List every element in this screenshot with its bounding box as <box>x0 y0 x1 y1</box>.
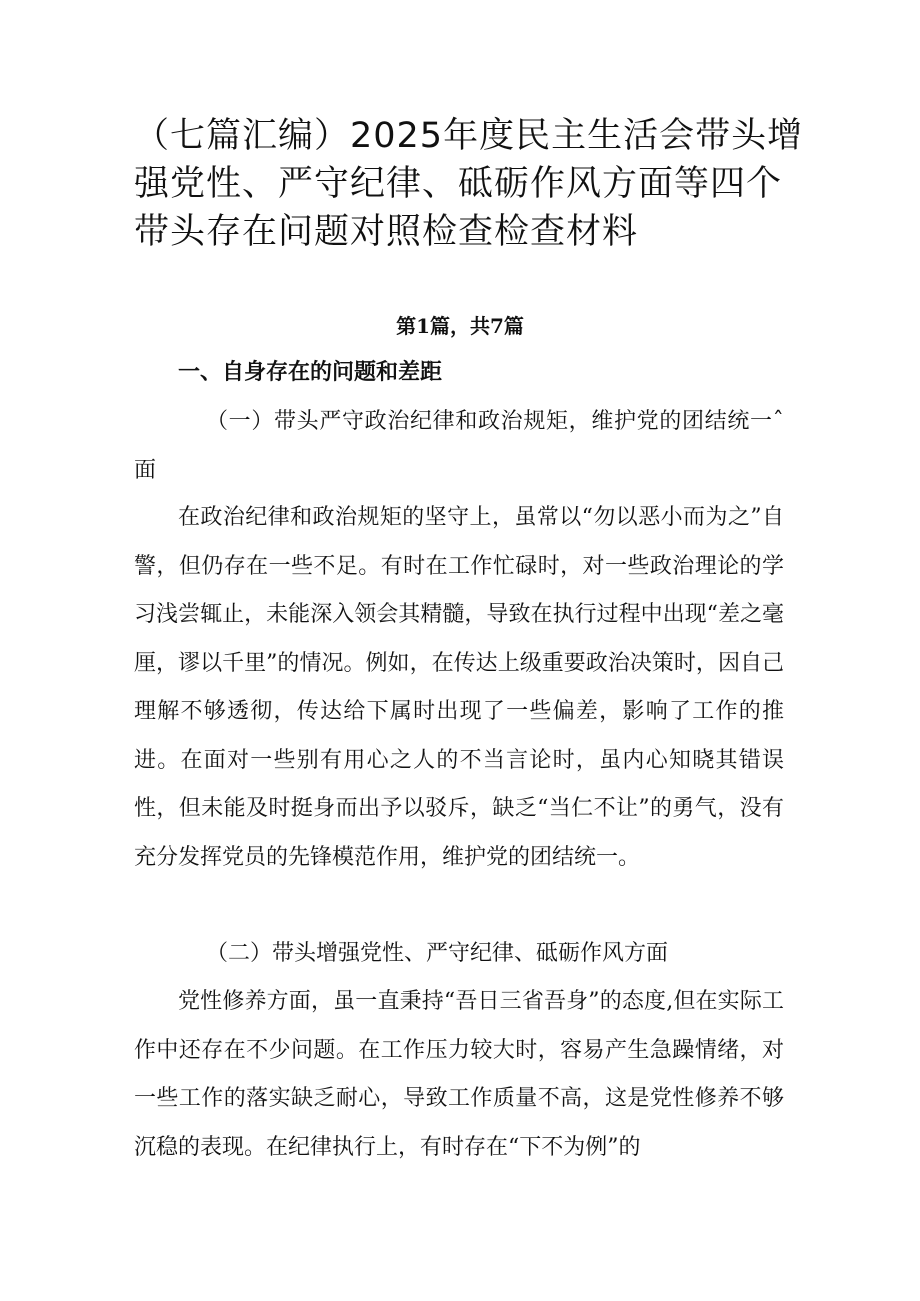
paragraph-2: 党性修养方面，虽一直秉持“吾日三省吾身”的态度,但在实际工作中还存在不少问题。在工作压力较大时，容易产生急躁情绪，对一些工作的落实缺乏耐心，导致工作质量不高，这是党性修养不够沉稳的表现。在纪律执行上，有时存在“下不为例”的 <box>134 989 784 1160</box>
document-subtitle: 第1篇，共7篇 <box>396 314 524 338</box>
section-1-heading: （一）带头严守政治纪律和政治规矩，维护党的团结统一ˆ面 <box>134 409 784 483</box>
section-2-heading: （二）带头增强党性、严守纪律、砥砺作风方面 <box>206 941 669 966</box>
paragraph-1: 在政治纪律和政治规矩的坚守上，虽常以“勿以恶小而为之”自警，但仍存在一些不足。有时在工作忙碌时，对一些政治理论的学习浅尝辄止，未能深入领会其精髓，导致在执行过程中出现“差之毫厘，谬以千里”的情况。例如，在传达上级重要政治决策时，因自己理解不够透彻，传达给下属时出现了一些偏差，影响了工作的推进。在面对一些别有用心之人的不当言论时，虽内心知晓其错误性，但未能及时挺身而出予以驳斥，缺乏“当仁不让”的勇气，没有充分发挥党员的先锋模范作用，维护党的团结统一。 <box>134 505 784 870</box>
heading-level-1: 一、自身存在的问题和差距 <box>178 360 443 385</box>
document-title: （七篇汇编）2025年度民主生活会带头增强党性、严守纪律、砥砺作风方面等四个带头存在问题对照检查检查材料 <box>134 116 804 252</box>
